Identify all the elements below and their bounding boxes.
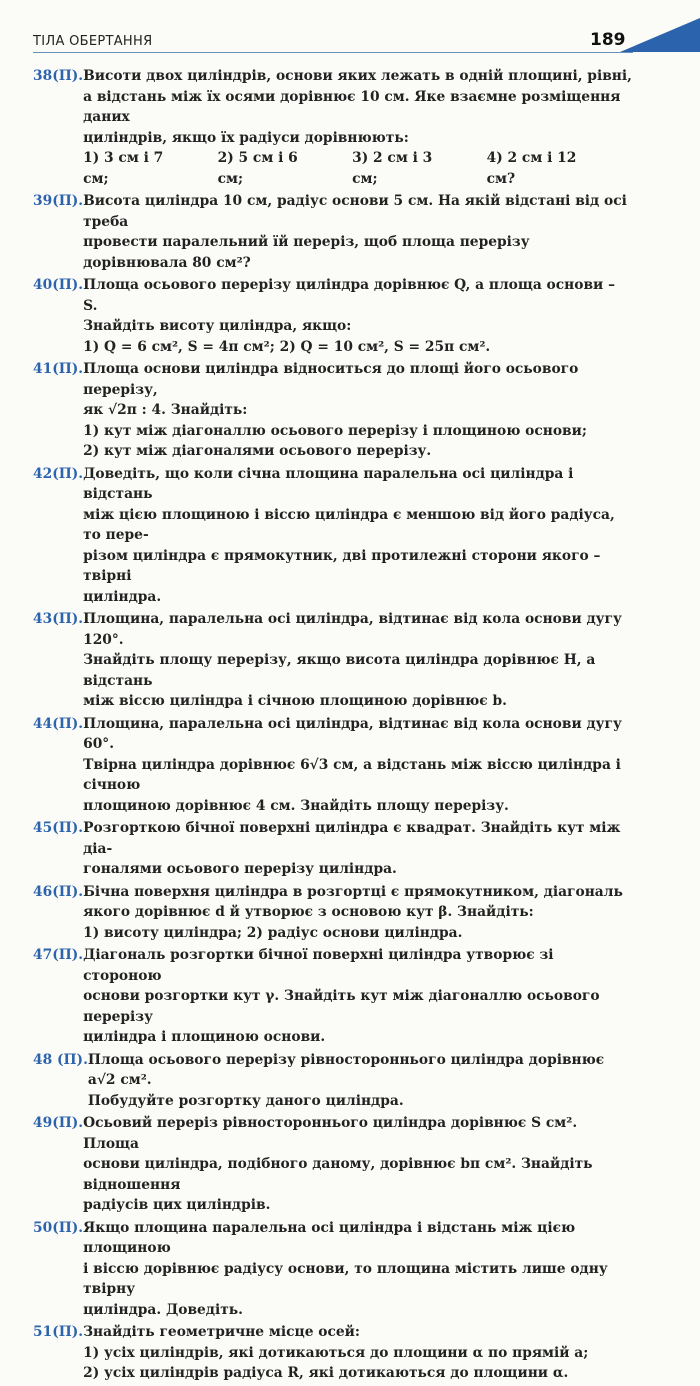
problem-line: Діагональ розгортки бічної поверхні циліндра утворює зі стороною (83, 947, 554, 984)
problem-line: Площа осьового перерізу рівностороннього циліндра дорівнює a√2 см². (87, 1051, 605, 1088)
problem-line: Знайдіть площу перерізу, якщо висота циліндра дорівнює H, а відстань (83, 652, 596, 689)
corner-accent-shape (620, 18, 700, 54)
problem-text (83, 882, 633, 944)
problem-line: Висота циліндра 10 см, радіус основи 5 см. На якій відстані від осі треба (83, 193, 627, 230)
problem-line: основи циліндра, подібного даному, дорівнює bπ см². Знайдіть відношення (83, 1156, 593, 1193)
problem-item (33, 609, 633, 712)
problem-text (83, 464, 633, 608)
problem-item (33, 1050, 633, 1112)
problem-line: 2) кут між діагоналями осьового перерізу. (83, 443, 432, 459)
chapter-title: ТІЛА ОБЕРТАННЯ (33, 34, 153, 49)
problem-item (33, 882, 633, 944)
problem-line: площиною дорівнює 4 см. Знайдіть площу перерізу. (83, 797, 509, 814)
problem-line: провести паралельний їй переріз, щоб площа перерізу дорівнювала 80 см²? (83, 234, 530, 271)
problem-line: радіусів цих циліндрів. (83, 1197, 271, 1213)
problem-line: Площина, паралельна осі циліндра, відтинає від кола основи дугу 60°. (83, 715, 622, 752)
problem-line: Площа осьового перерізу циліндра дорівнює Q, а площа основи – S. (83, 277, 615, 314)
answer-option: 4) 2 см і 12 см? (486, 150, 577, 187)
problem-line: 1) висоту циліндра; 2) радіус основи циліндра. (83, 924, 463, 941)
problem-number: 48 (П). (33, 1051, 88, 1068)
problem-item (33, 66, 633, 189)
problem-line: якого дорівнює d й утворює з основою кут β. Знайдіть: (83, 904, 534, 920)
page-number: 189 (590, 30, 626, 50)
problem-text (83, 818, 633, 880)
page-header (0, 0, 700, 60)
problem-line: Побудуйте розгортку даного циліндра. (87, 1092, 404, 1109)
answer-options (83, 148, 633, 189)
problem-line: Розгорткою бічної поверхні циліндра є квадрат. Знайдіть кут між діа- (83, 820, 621, 857)
problem-text (83, 275, 633, 357)
problem-item (33, 191, 633, 273)
problem-item (33, 1113, 633, 1216)
problem-line: Знайдіть геометричне місце осей: (83, 1324, 360, 1340)
problem-line: гоналями осьового перерізу циліндра. (83, 861, 397, 877)
problem-line: Якщо площина паралельна осі циліндра і відстань між цією площиною (83, 1219, 576, 1256)
problem-number: 43(П). (33, 611, 84, 627)
answer-option: 1) 3 см і 7 см; (83, 150, 164, 187)
problem-number: 39(П). (33, 193, 84, 209)
problem-line: і віссю дорівнює радіусу основи, то площина містить лише одну твірну (83, 1260, 608, 1297)
problem-line: Осьовий переріз рівностороннього циліндра дорівнює S см². Площа (83, 1115, 578, 1152)
problem-text (88, 1050, 633, 1112)
problem-line: 1) усіх циліндрів, які дотикаються до площини α по прямій a; (83, 1344, 589, 1361)
problem-number: 42(П). (33, 465, 84, 482)
problem-text (83, 1322, 633, 1384)
header-rule (33, 52, 633, 53)
problem-number: 47(П). (33, 947, 84, 963)
problem-number: 50(П). (33, 1219, 84, 1236)
problem-line: між віссю циліндра і січною площиною дорівнює b. (83, 693, 507, 709)
problem-line: Висоти двох циліндрів, основи яких лежать в одній площині, рівні, (83, 68, 632, 84)
problem-item (33, 714, 633, 817)
problem-item (33, 275, 633, 357)
answer-option: 2) 5 см і 6 см; (217, 150, 298, 187)
answer-option: 3) 2 см і 3 см; (352, 150, 433, 187)
problem-number: 49(П). (33, 1115, 84, 1131)
problem-number: 40(П). (33, 277, 84, 293)
problem-line: як √2π : 4. Знайдіть: (83, 402, 248, 418)
problem-list (33, 66, 633, 1386)
problem-line: Знайдіть висоту циліндра, якщо: (83, 318, 352, 334)
problem-line: 1) Q = 6 см², S = 4π см²; 2) Q = 10 см², S = 25π см². (83, 338, 491, 355)
problem-item (33, 1322, 633, 1384)
problem-item (33, 1218, 633, 1321)
problem-item (33, 818, 633, 880)
problem-line: циліндра. (83, 588, 162, 605)
problem-line: циліндра. Доведіть. (83, 1301, 243, 1318)
problem-item (33, 359, 633, 462)
problem-text (83, 191, 633, 273)
problem-item (33, 945, 633, 1048)
problem-line: Площа основи циліндра відноситься до площі його осьового перерізу, (83, 361, 579, 398)
problem-line: основи розгортки кут γ. Знайдіть кут між діагоналлю осьового перерізу (83, 988, 600, 1025)
problem-number: 51(П). (33, 1324, 84, 1340)
problem-text (83, 945, 633, 1048)
problem-line: циліндрів, якщо їх радіуси дорівнюють: (83, 129, 409, 146)
problem-text (83, 1113, 633, 1216)
problem-line: Площина, паралельна осі циліндра, відтинає від кола основи дугу 120°. (83, 611, 622, 648)
problem-line: 1) кут між діагоналлю осьового перерізу і площиною основи; (83, 422, 587, 439)
problem-number: 41(П). (33, 361, 84, 377)
problem-line: Доведіть, що коли січна площина паралельна осі циліндра і відстань (83, 465, 574, 502)
problem-line: Бічна поверхня циліндра в розгортці є прямокутником, діагональ (83, 883, 623, 900)
problem-item (33, 464, 633, 608)
problem-text (83, 1218, 633, 1321)
problem-line: між цією площиною і віссю циліндра є меншою від його радіуса, то пере- (83, 506, 615, 543)
problem-number: 46(П). (33, 883, 84, 900)
problem-text (83, 66, 633, 189)
problem-line: циліндра і площиною основи. (83, 1029, 326, 1045)
problem-line: а відстань між їх осями дорівнює 10 см. Яке взаємне розміщення даних (83, 88, 621, 125)
problem-number: 44(П). (33, 715, 84, 732)
problem-number: 45(П). (33, 820, 84, 836)
problem-text (83, 714, 633, 817)
problem-line: різом циліндра є прямокутник, дві протилежні сторони якого – твірні (83, 547, 601, 584)
problem-text (83, 609, 633, 712)
problem-number: 38(П). (33, 68, 84, 84)
problem-text (83, 359, 633, 462)
problem-line: Твірна циліндра дорівнює 6√3 см, а відстань між віссю циліндра і січною (83, 756, 621, 793)
problem-line: 2) усіх циліндрів радіуса R, які дотикаються до площини α. (83, 1365, 569, 1381)
